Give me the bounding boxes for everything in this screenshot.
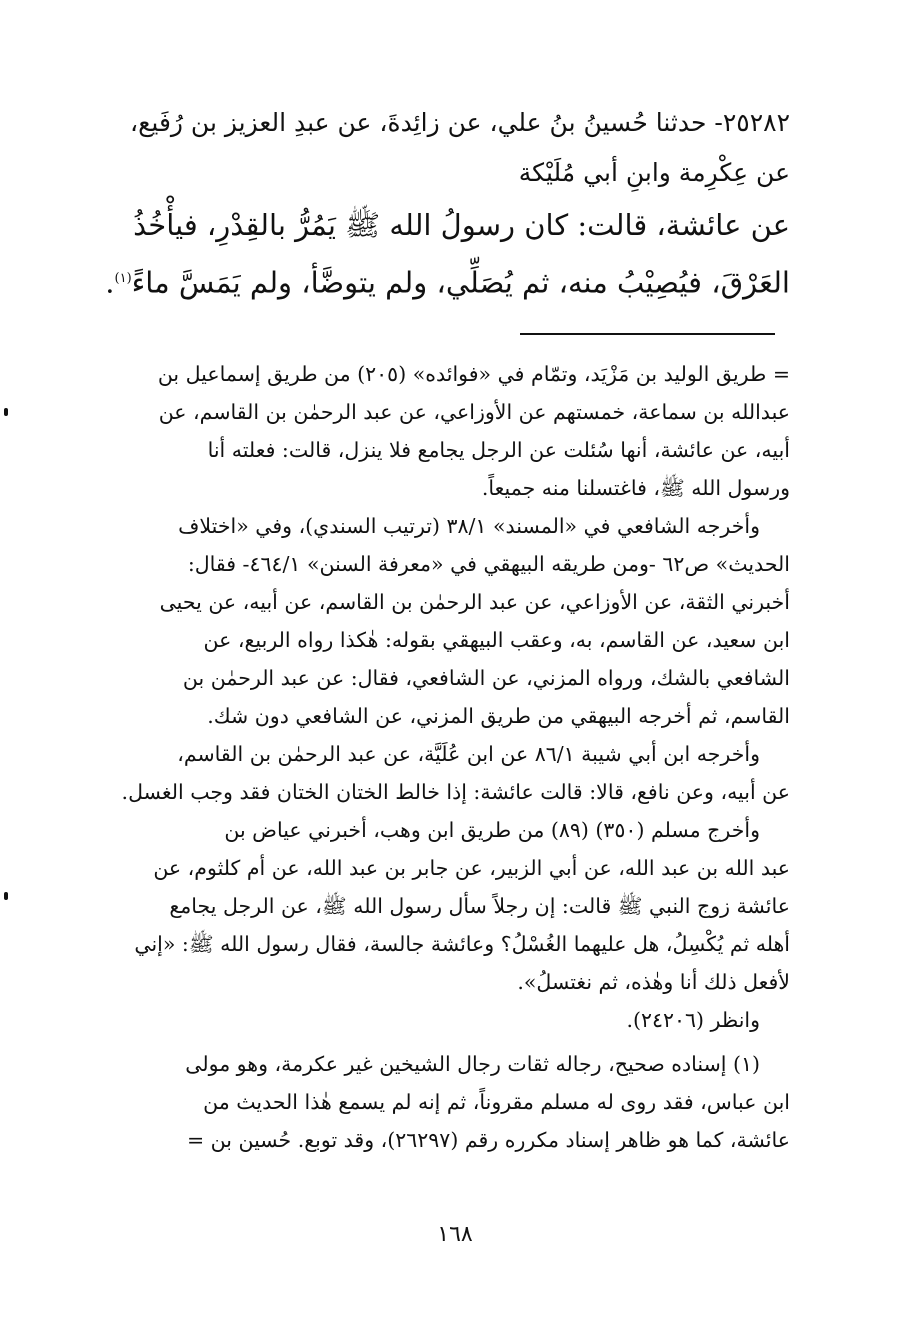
note-line: ابن سعيد، عن القاسم، به، وعقب البيهقي بقوله: هٰكذا رواه الربيع، عن [203,628,790,652]
note-line: = طريق الوليد بن مَزْيَد، وتمّام في «فوائده» (٢٠٥) من طريق إسماعيل بن [157,362,790,386]
note-line: وانظر (٢٤٢٠٦). [626,1008,760,1032]
hadith-matn-text: عن عائشة، قالت: كان رسولُ الله ﷺ يَمُرُّ بالقِدْرِ، فيأْخُذُ [133,208,790,242]
hadith-matn-end: . [105,265,115,300]
note-line: عائشة زوج النبي ﷺ قالت: إن رجلاً سأل رسول الله ﷺ، عن الرجل يجامع [169,894,790,918]
scan-mark [4,408,8,416]
note-line: أهله ثم يُكْسِلُ، هل عليهما الغُسْلُ؟ وعائشة جالسة، فقال رسول الله ﷺ: «إني [134,932,790,956]
footnote-1-line: ابن عباس، فقد روى له مسلم مقروناً، ثم إنه لم يسمع هٰذا الحديث من [203,1090,790,1114]
note-line: عبدالله بن سماعة، خمستهم عن الأوزاعي، عن عبد الرحمٰن بن القاسم، عن [158,400,790,424]
note-line: القاسم، ثم أخرجه البيهقي من طريق المزني، عن الشافعي دون شك. [207,704,790,728]
note-line: الشافعي بالشك، ورواه المزني، عن الشافعي، فقال: عن عبد الرحمٰن بن [182,666,790,690]
page-number: ١٦٨ [437,1222,473,1247]
note-line: ورسول الله ﷺ، فاغتسلنا منه جميعاً. [481,476,790,500]
note-line: أبيه، عن عائشة، أنها سُئلت عن الرجل يجامع فلا ينزل، قالت: فعلته أنا [207,438,790,462]
note-line: عبد الله بن عبد الله، عن أبي الزبير، عن جابر بن عبد الله، عن أم كلثوم، عن [153,856,790,880]
footnotes [75,355,790,1159]
note-line: لأفعل ذلك أنا وهٰذه، ثم نغتسلُ». [517,970,790,994]
footnote-1-line: عائشة، كما هو ظاهر إسناد مكرره رقم (٢٦٢٩٧)، وقد توبع. حُسين بن = [186,1128,790,1152]
note-line: وأخرجه ابن أبي شيبة ٨٦/١ عن ابن عُلَيَّة، عن عبد الرحمٰن بن القاسم، [177,742,760,766]
note-line: وأخرجه الشافعي في «المسند» ٣٨/١ (ترتيب السندي)، وفي «اختلاف [178,514,760,538]
hadith-matn-line [75,198,790,252]
hadith-line: ٢٥٢٨٢- حدثنا حُسينُ بنُ علي، عن زائِدةَ، عن عبدِ العزيز بن رُفَيع، [130,108,790,137]
footnote-divider [520,333,775,335]
note-line: الحديث» ص٦٢ -ومن طريقه البيهقي في «معرفة السنن» ٤٦٤/١- فقال: [187,552,790,576]
hadith-line: عن عِكْرِمة وابنِ أبي مُلَيْكة [518,158,790,187]
footnote-reference[interactable]: (١) [114,271,132,286]
hadith-matn-line [75,252,790,310]
hadith-text [75,98,790,310]
hadith-matn-text: العَرْقَ، فيُصِيْبُ منه، ثم يُصَلِّي، ولم يتوضَّأ، ولم يَمَسَّ ماءً [131,265,790,300]
note-line: وأخرج مسلم (٣٥٠) (٨٩) من طريق ابن وهب، أخبرني عياض بن [224,818,760,842]
scan-mark [4,892,8,900]
footnote-1-line: (١) إسناده صحيح، رجاله ثقات رجال الشيخين غير عكرمة، وهو مولى [185,1052,760,1076]
note-line: عن أبيه، وعن نافع، قالا: قالت عائشة: إذا خالط الختان الختان فقد وجب الغسل. [121,780,790,804]
note-line: أخبرني الثقة، عن الأوزاعي، عن عبد الرحمٰن بن القاسم، عن أبيه، عن يحيى [159,590,790,614]
